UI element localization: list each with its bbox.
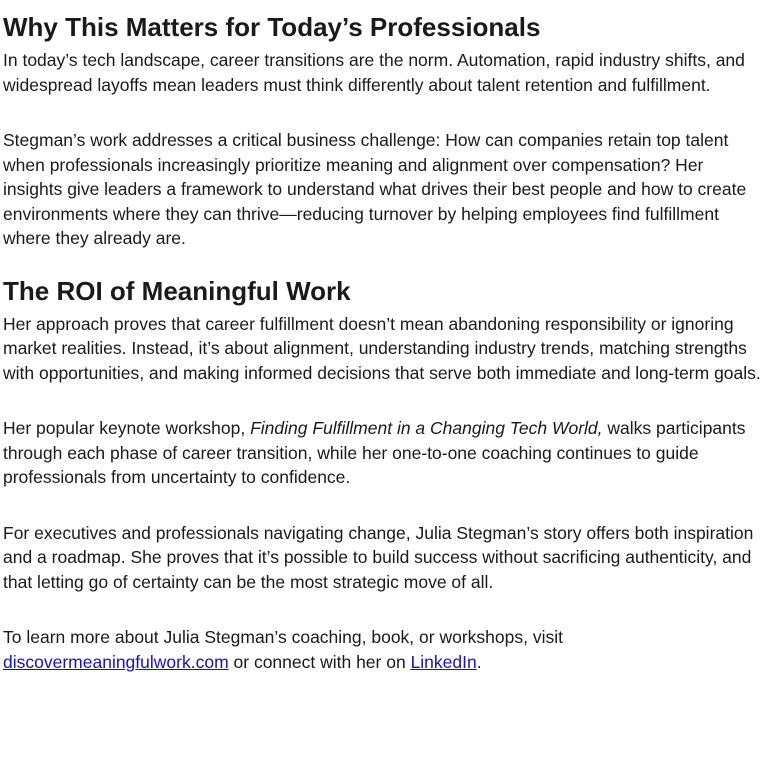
closing-period: . <box>476 651 482 672</box>
paragraph-business-challenge: Stegman’s work addresses a critical business challenge: How can companies retain top talent when professionals increasingly prioritize meaning and alignment over compensation? Her insights give leaders a framework to understand what drives their best people and how to create environments where they can thrive—reducing turnover by helping employees find fulfillment where they already are. <box>3 130 747 248</box>
paragraph-keynote-workshop <box>3 416 765 490</box>
paragraph-executives: For executives and professionals navigating change, Julia Stegman’s story offers both inspiration and a roadmap. She proves that it’s possible to build success without sacrificing authenticity, and that letting go of certainty can be the most strategic move of all. <box>3 522 754 592</box>
learn-more-text: To learn more about Julia Stegman’s coaching, book, or workshops, visit <box>3 627 563 647</box>
workshop-text-before: Her popular keynote workshop, <box>3 418 251 438</box>
linkedin-link[interactable]: LinkedIn <box>410 651 477 672</box>
section-heading-roi: The ROI of Meaningful Work <box>3 275 351 306</box>
paragraph-approach: Her approach proves that career fulfillment doesn’t mean abandoning responsibility or ignoring market realities. Instead, it’s about alignment, understanding industry trends, matching strengths with opportunities, and making informed decisions that serve both immediate and long-term goals. <box>3 313 761 383</box>
connect-text: or connect with her on <box>228 651 411 672</box>
paragraph-learn-more <box>3 625 765 674</box>
section-heading-why-this-matters: Why This Matters for Today’s Professionals <box>3 12 541 42</box>
workshop-text-after: walks participants through each phase of career transition, while her one-to-one coaching continues to guide professionals from uncertainty to confidence. <box>3 418 746 487</box>
article-body <box>0 11 768 674</box>
paragraph-tech-landscape: In today’s tech landscape, career transitions are the norm. Automation, rapid industry shifts, and widespread layoffs mean leaders must think differently about talent retention and fulfillment. <box>3 50 745 95</box>
website-link[interactable]: discovermeaningfulwork.com <box>3 651 229 672</box>
workshop-title: Finding Fulfillment in a Changing Tech World, <box>250 418 603 438</box>
